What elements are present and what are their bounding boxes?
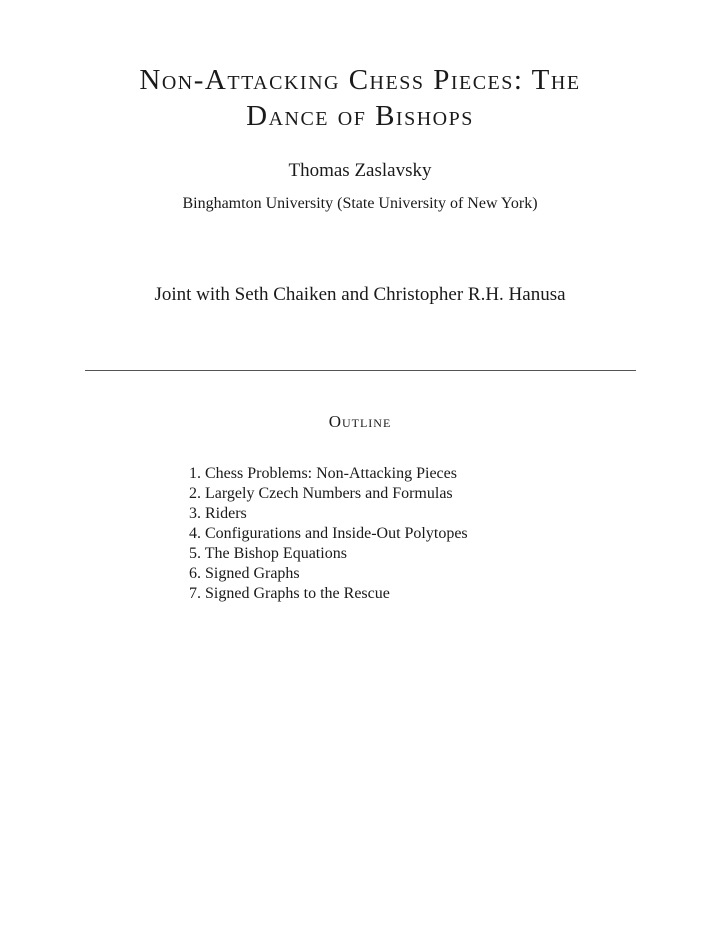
outline-item: 2. Largely Czech Numbers and Formulas	[189, 485, 453, 502]
page-title	[0, 62, 720, 134]
outline-item: 4. Configurations and Inside-Out Polytopes	[189, 525, 468, 542]
title-line-1: Non-Attacking Chess Pieces: The	[139, 64, 581, 96]
author-name: Thomas Zaslavsky	[288, 160, 432, 181]
outline-item: 6. Signed Graphs	[189, 565, 300, 582]
coauthors-line: Joint with Seth Chaiken and Christopher R.H. Hanusa	[154, 284, 566, 305]
title-line-2: Dance of Bishops	[246, 100, 474, 132]
outline-item: 5. The Bishop Equations	[189, 545, 347, 562]
outline-list	[189, 464, 468, 604]
outline-item: 3. Riders	[189, 505, 247, 522]
outline-item: 1. Chess Problems: Non-Attacking Pieces	[189, 465, 457, 482]
outline-heading: Outline	[328, 412, 392, 431]
outline-item: 7. Signed Graphs to the Rescue	[189, 585, 390, 602]
author-affiliation: Binghamton University (State University of New York)	[182, 195, 538, 212]
horizontal-divider	[85, 370, 636, 371]
